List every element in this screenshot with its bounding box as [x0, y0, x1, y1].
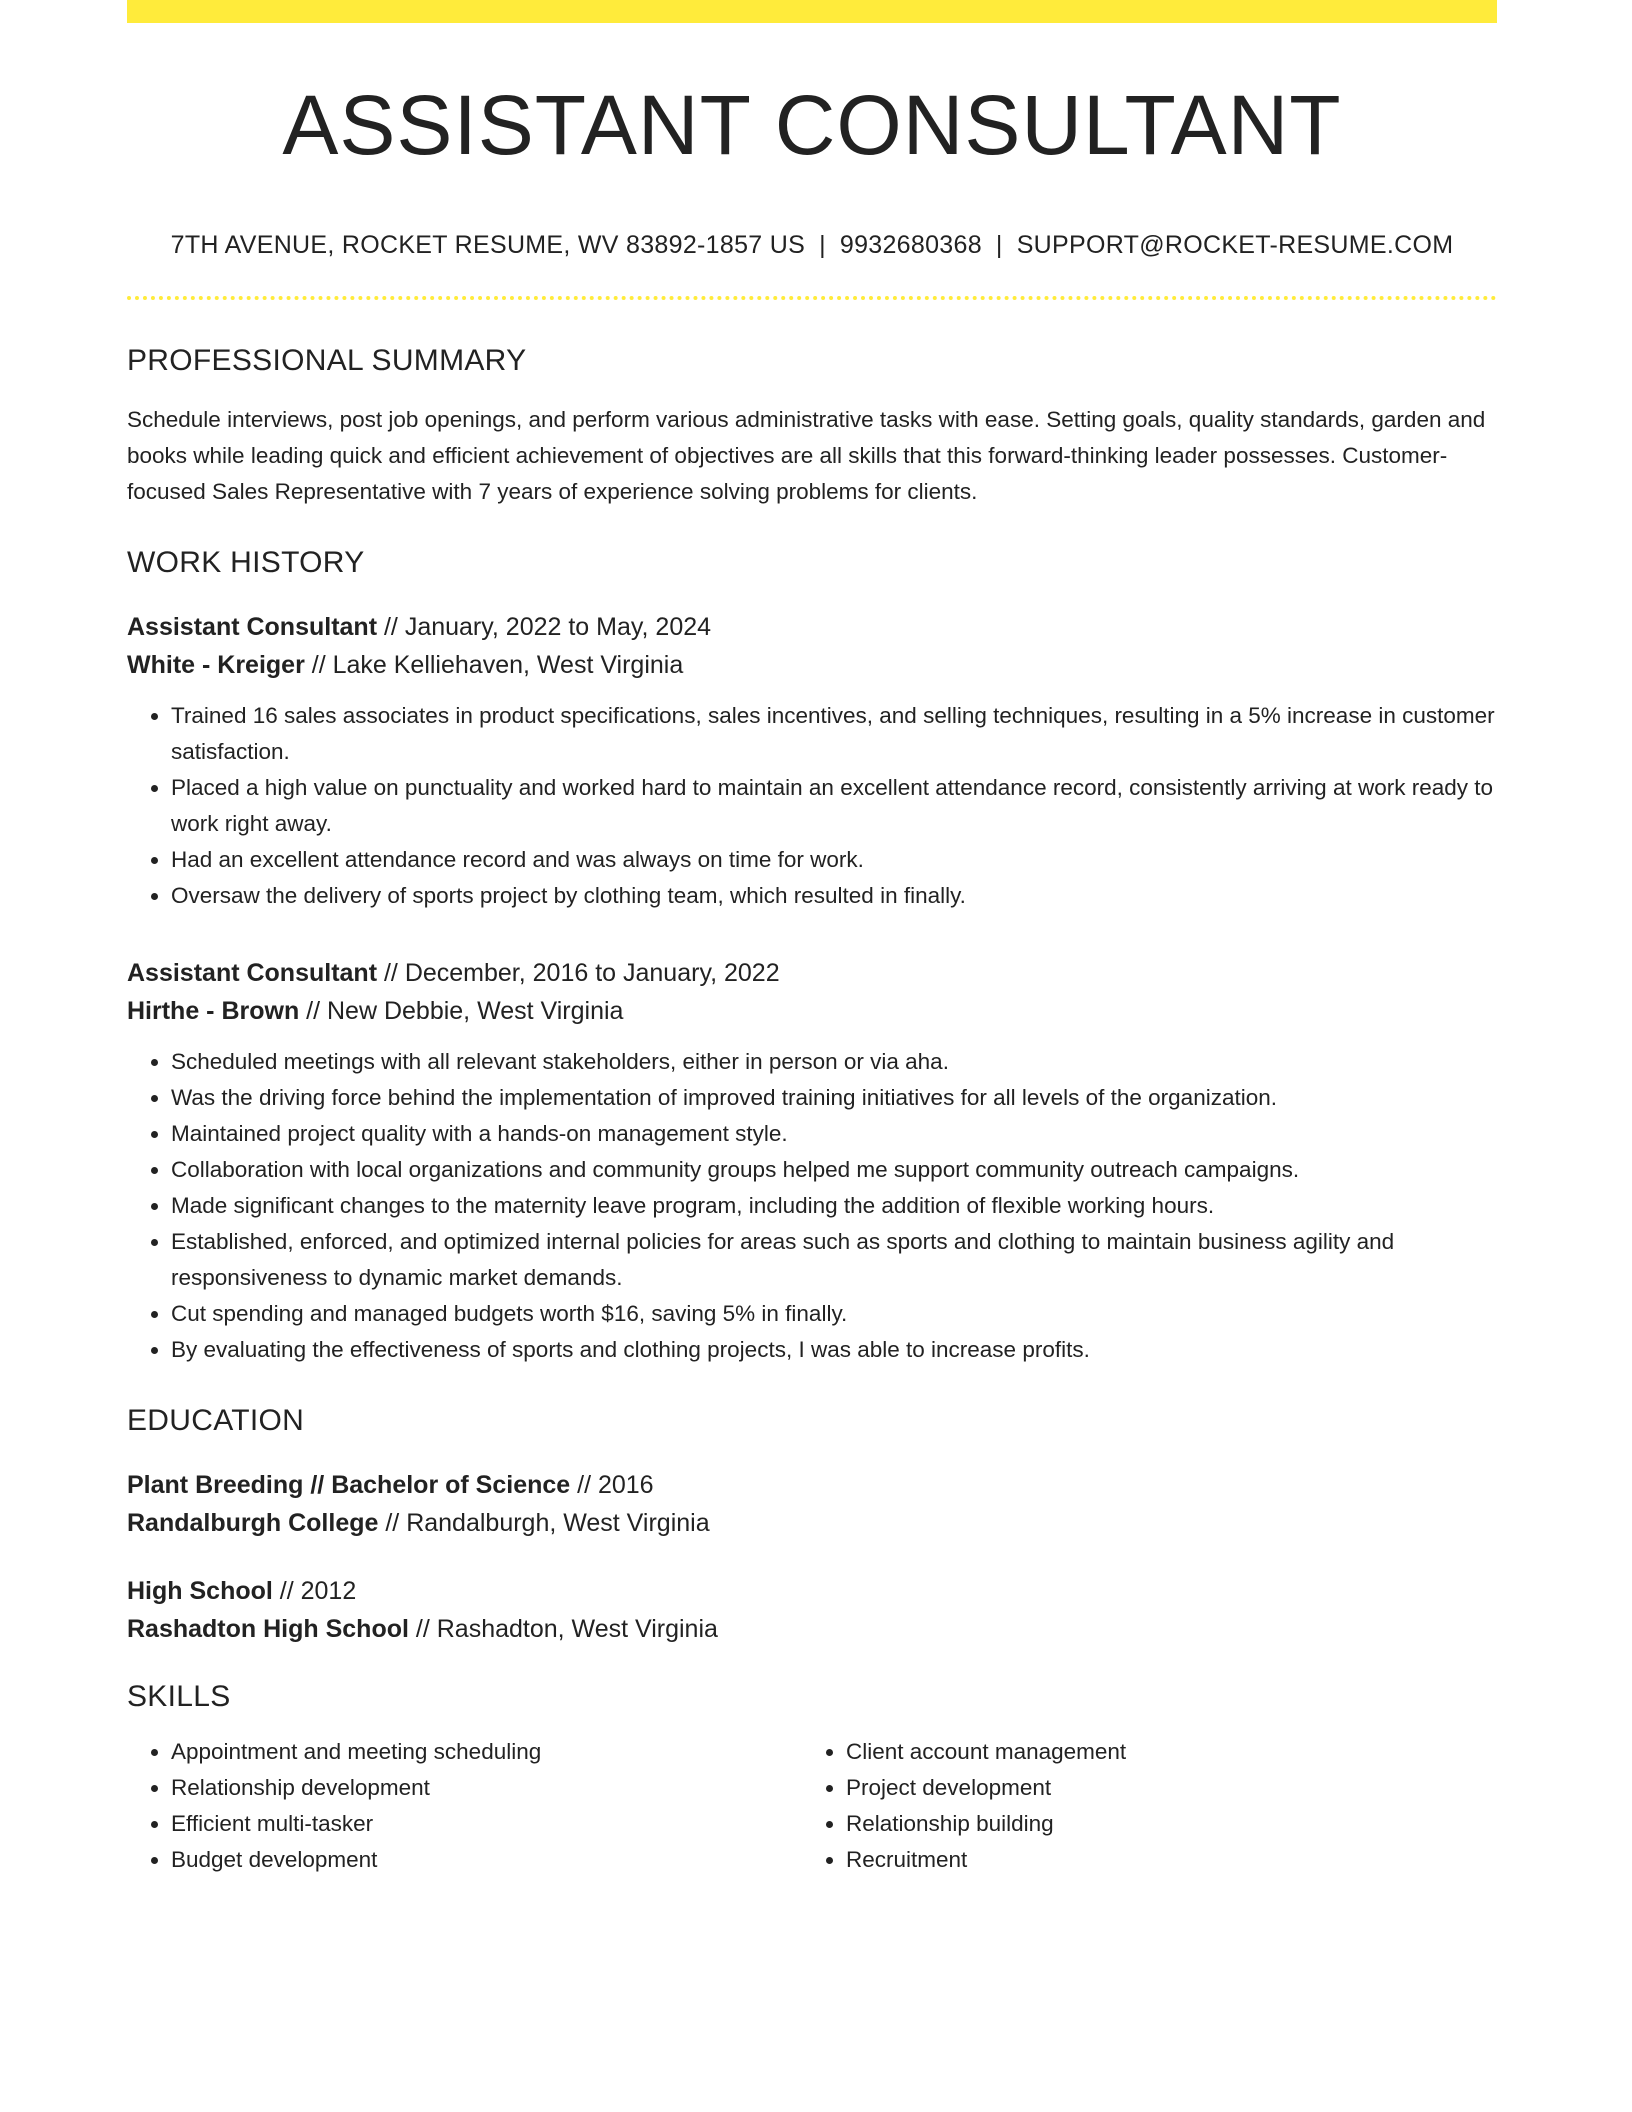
education-year: // 2012 [272, 1577, 357, 1605]
job-bullet: • By evaluating the effectiveness of sports and clothing projects, I was able to increase profits. [171, 1332, 1497, 1368]
job-bullet: • Oversaw the delivery of sports project by clothing team, which resulted in finally. [171, 878, 1497, 914]
section-title-education: EDUCATION [127, 1404, 305, 1437]
education-entry [127, 1572, 1497, 1648]
education-year: // 2016 [570, 1471, 654, 1499]
job-entry [127, 954, 1497, 1368]
education-school: Randalburgh College [127, 1509, 379, 1537]
job-dates: // January, 2022 to May, 2024 [377, 613, 712, 641]
job-company-line [127, 646, 1497, 684]
contact-email: SUPPORT@ROCKET-RESUME.COM [1016, 231, 1454, 259]
skill-item: • Efficient multi-tasker [171, 1806, 802, 1842]
job-bullet: • Scheduled meetings with all relevant stakeholders, either in person or via aha. [171, 1044, 1497, 1080]
job-bullet: • Collaboration with local organizations and community groups helped me support community outreach campaigns. [171, 1152, 1497, 1188]
header-divider [127, 296, 1497, 300]
job-bullet: • Placed a high value on punctuality and worked hard to maintain an excellent attendance record, consistently arriving at work ready to work right away. [171, 770, 1497, 842]
education-degree-line [127, 1572, 1497, 1610]
skills-grid [127, 1734, 1497, 1878]
job-role: Assistant Consultant [127, 959, 378, 987]
education-degree: High School [127, 1577, 273, 1605]
skill-item: • Budget development [171, 1842, 802, 1878]
job-role-line [127, 954, 1497, 992]
job-role-line [127, 608, 1497, 646]
education-school-line [127, 1610, 1497, 1648]
education-school: Rashadton High School [127, 1615, 409, 1643]
summary-text: Schedule interviews, post job openings, and perform various administrative tasks with ease. Setting goals, quality standards, garden and books while leading quick and efficient achievement of objectives are all skills that this forward-thinking leader possesses. Customer-focused Sales Representative with 7 years of experience solving problems for clients. [127, 407, 1486, 504]
contact-address: 7TH AVENUE, ROCKET RESUME, WV 83892-1857 US [170, 231, 806, 259]
contact-phone: 9932680368 [839, 231, 982, 259]
education-degree: Plant Breeding // Bachelor of Science [127, 1471, 571, 1499]
education-location: // Rashadton, West Virginia [408, 1615, 718, 1643]
job-location: // New Debbie, West Virginia [299, 997, 624, 1025]
skill-item: • Relationship development [171, 1770, 802, 1806]
skill-item: • Client account management [846, 1734, 1477, 1770]
resume-name: ASSISTANT CONSULTANT [282, 78, 1342, 172]
skills-column-right [802, 1734, 1477, 1878]
job-company: White - Kreiger [127, 651, 305, 679]
job-bullets [127, 1044, 1497, 1368]
job-dates: // December, 2016 to January, 2022 [377, 959, 780, 987]
job-role: Assistant Consultant [127, 613, 378, 641]
skills-column-left [127, 1734, 802, 1878]
job-bullet: • Established, enforced, and optimized internal policies for areas such as sports and clothing to maintain business agility and responsiveness to dynamic market demands. [171, 1224, 1497, 1296]
job-bullets [127, 698, 1497, 914]
resume-page [127, 0, 1497, 1878]
skill-item: • Project development [846, 1770, 1477, 1806]
contact-separator: | [819, 231, 826, 259]
section-title-summary: PROFESSIONAL SUMMARY [127, 344, 527, 377]
job-company-line [127, 992, 1497, 1030]
education-degree-line [127, 1466, 1497, 1504]
education-location: // Randalburgh, West Virginia [378, 1509, 710, 1537]
job-bullet: • Had an excellent attendance record and was always on time for work. [171, 842, 1497, 878]
section-title-work-history: WORK HISTORY [127, 546, 365, 579]
education-entry [127, 1466, 1497, 1542]
skill-item: • Recruitment [846, 1842, 1477, 1878]
skill-item: • Appointment and meeting scheduling [171, 1734, 802, 1770]
contact-line [127, 231, 1497, 260]
job-bullet: • Trained 16 sales associates in product specifications, sales incentives, and selling techniques, resulting in a 5% increase in customer satisfaction. [171, 698, 1497, 770]
skill-item: • Relationship building [846, 1806, 1477, 1842]
job-location: // Lake Kelliehaven, West Virginia [304, 651, 684, 679]
contact-separator: | [995, 231, 1003, 259]
section-title-skills: SKILLS [127, 1680, 231, 1713]
job-bullet: • Was the driving force behind the implementation of improved training initiatives for all levels of the organization. [171, 1080, 1497, 1116]
job-bullet: • Cut spending and managed budgets worth $16, saving 5% in finally. [171, 1296, 1497, 1332]
job-bullet: • Made significant changes to the maternity leave program, including the addition of flexible working hours. [171, 1188, 1497, 1224]
job-company: Hirthe - Brown [127, 997, 300, 1025]
education-school-line [127, 1504, 1497, 1542]
job-bullet: • Maintained project quality with a hands-on management style. [171, 1116, 1497, 1152]
job-entry [127, 608, 1497, 914]
accent-top-bar [127, 0, 1497, 23]
